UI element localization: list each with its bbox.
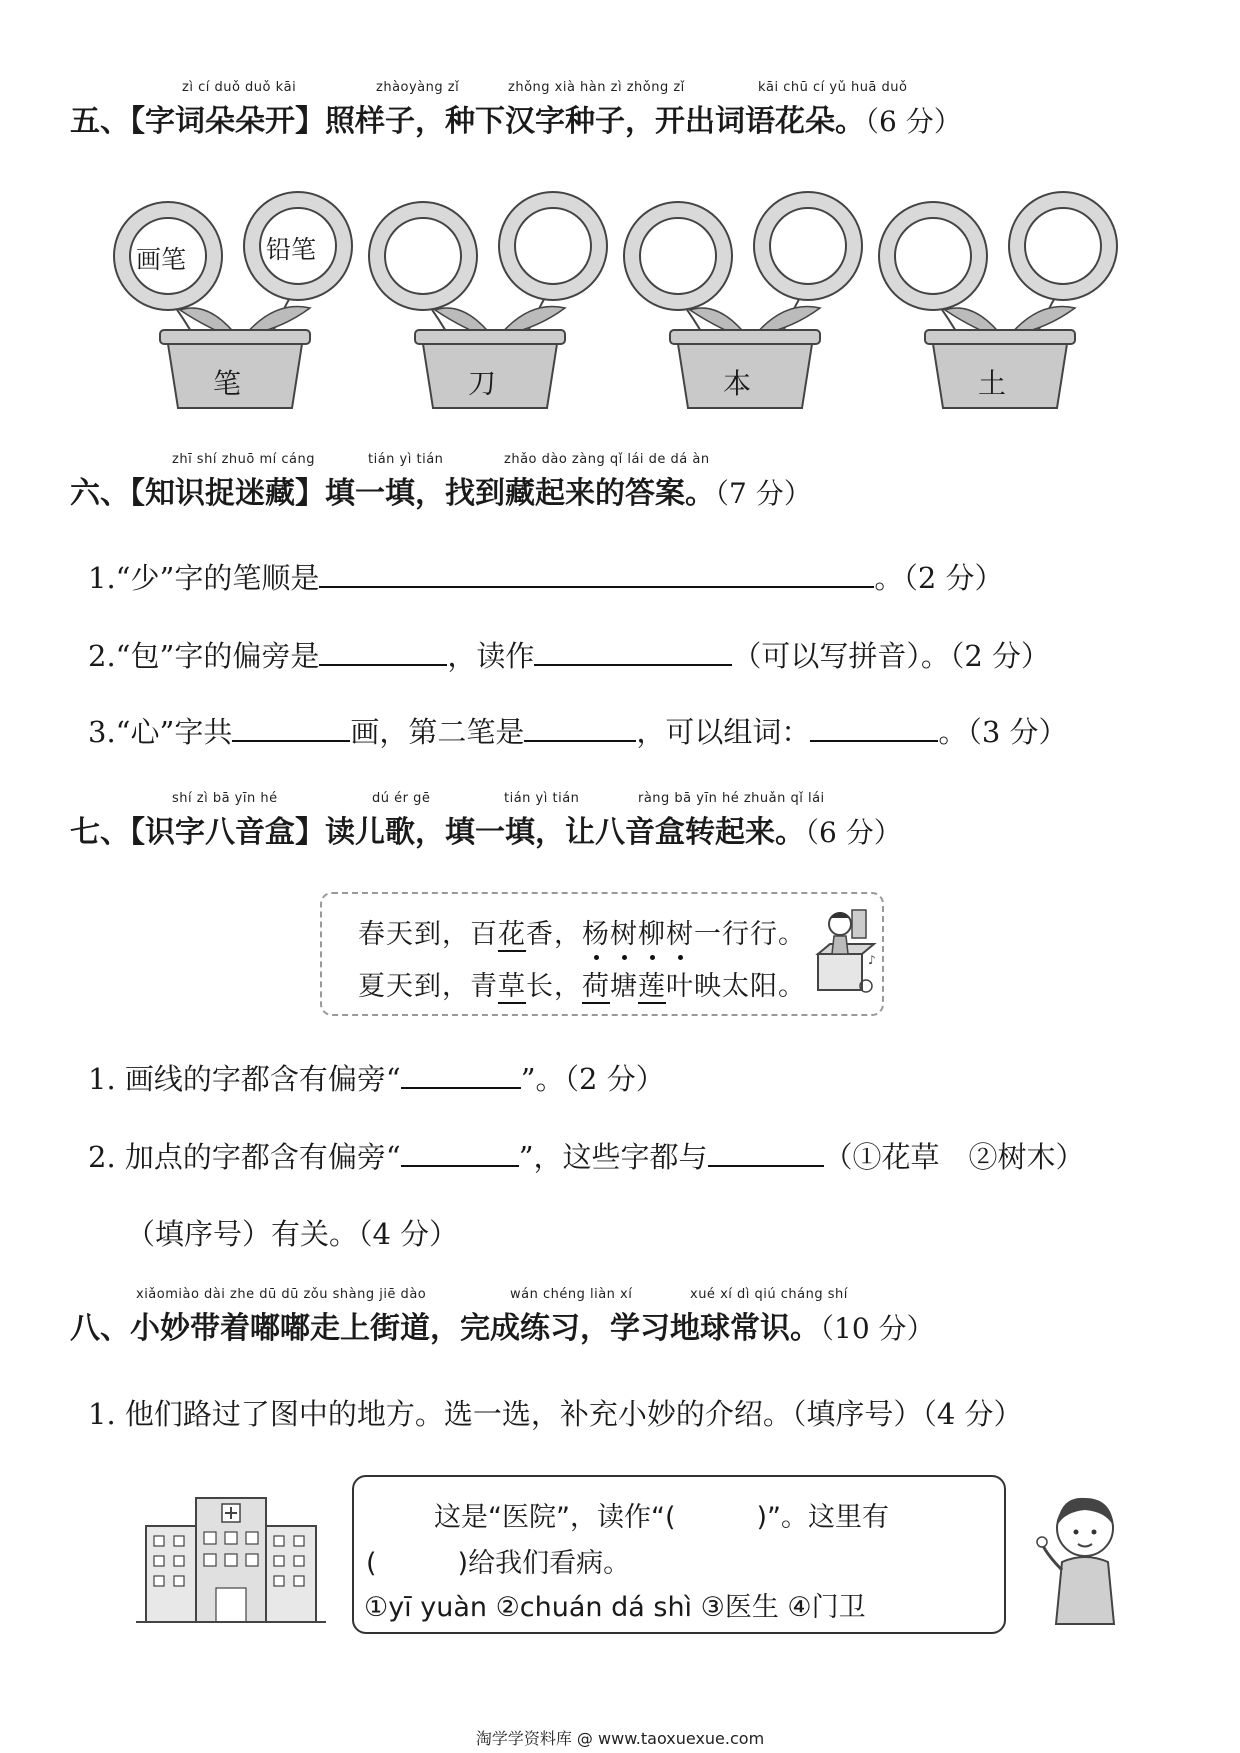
poem-text: 春天到，百 (358, 919, 498, 950)
pot-seed-char: 土 (978, 367, 1007, 400)
girl-xiaomiao-illustration (1030, 1486, 1140, 1636)
pinyin-annotation: shí zì bā yīn hé (172, 791, 278, 806)
score: （6 分） (805, 816, 902, 849)
pinyin-annotation: xué xí dì qiú cháng shí (690, 1287, 848, 1302)
answer-blank[interactable] (401, 1135, 519, 1167)
underlined-char: 草 (498, 971, 526, 1002)
poem-line-1 (358, 912, 806, 951)
section-heading (70, 96, 962, 140)
question-text: ，读作 (447, 639, 535, 673)
section-5 (0, 0, 1240, 420)
answer-blank[interactable] (232, 710, 350, 742)
section-number: 八、 (70, 1311, 130, 1346)
section-heading (70, 1303, 935, 1347)
answer-blank[interactable] (524, 710, 636, 742)
question-6-2 (88, 634, 1050, 675)
question-text: （可以写拼音）。（2 分） (732, 639, 1051, 673)
pinyin-annotation: tián yì tián (504, 791, 580, 806)
question-text: ，可以组词： (636, 715, 811, 749)
section-title: 小妙带着嘟嘟走上街道，完成练习，学习地球常识。 (130, 1311, 820, 1346)
bracket-title: 【识字八音盒】 (130, 815, 325, 850)
pinyin-annotation: tián yì tián (368, 452, 444, 467)
question-text: ”。（2 分） (520, 1062, 665, 1096)
poem-line-2 (358, 964, 806, 1003)
question-text: 2. 加点的字都含有偏旁“ (88, 1140, 401, 1174)
underlined-char: 花 (498, 919, 526, 950)
section-number: 六、 (70, 476, 130, 511)
dotted-char: 杨 (582, 919, 610, 950)
speech-bubble (352, 1475, 1006, 1634)
answer-blank[interactable] (401, 1057, 521, 1089)
bubble-text: 这是“医院”，读作“( )”。这里有 (434, 1502, 890, 1533)
section-heading (70, 807, 902, 851)
question-text: 1.“少”字的笔顺是 (88, 561, 320, 595)
poem-text: 叶映太阳。 (666, 971, 806, 1002)
pinyin-annotation: xiǎomiào dài zhe dū dū zǒu shàng jiē dào (136, 1287, 427, 1302)
pinyin-annotation: kāi chū cí yǔ huā duǒ (758, 80, 908, 95)
answer-options: ①yī yuàn ②chuán dá shì ③医生 ④门卫 (364, 1592, 866, 1623)
bubble-text: ( )给我们看病。 (366, 1548, 631, 1579)
dotted-char: 树 (666, 919, 694, 950)
flower-word: 画笔 (136, 245, 187, 274)
question-text: 画，第二笔是 (350, 715, 525, 749)
pinyin-annotation: zì cí duǒ duǒ kāi (182, 80, 297, 95)
question-text: 。（2 分） (874, 561, 1004, 595)
pinyin-annotation: dú ér gē (372, 791, 431, 806)
question-7-2-cont: （填序号）有关。（4 分） (126, 1217, 459, 1251)
question-6-1 (88, 556, 1004, 597)
poem-box (320, 892, 884, 1016)
poem-text: 塘 (610, 971, 638, 1002)
svg-text:♪: ♪ (868, 953, 876, 967)
underlined-char: 荷 (582, 971, 610, 1002)
section-number: 五、 (70, 104, 130, 139)
question-7-2 (88, 1135, 1085, 1176)
bracket-title: 【知识捉迷藏】 (130, 476, 325, 511)
question-8-1: 1. 他们路过了图中的地方。选一选，补充小妙的介绍。（填序号）（4 分） (88, 1397, 1023, 1431)
dotted-char: 柳 (638, 919, 666, 950)
poem-text: 夏天到，青 (358, 971, 498, 1002)
question-7-1 (88, 1057, 665, 1098)
score: （7 分） (715, 477, 812, 510)
flower-word: 铅笔 (266, 235, 317, 264)
section-heading (70, 468, 812, 512)
hospital-illustration (136, 1488, 326, 1628)
pot-seed-char: 笔 (213, 367, 242, 400)
dotted-char: 树 (610, 919, 638, 950)
pinyin-annotation: ràng bā yīn hé zhuǎn qǐ lái (638, 791, 825, 806)
music-box-illustration (804, 902, 880, 1002)
bracket-title: 【字词朵朵开】 (130, 104, 325, 139)
question-text: 。（3 分） (938, 715, 1068, 749)
pot-seed-char: 刀 (468, 367, 497, 400)
pinyin-annotation: wán chéng liàn xí (510, 1287, 633, 1302)
poem-text: 长， (526, 971, 582, 1002)
poem-text: 香， (526, 919, 582, 950)
score: （6 分） (865, 105, 962, 138)
pinyin-annotation: zhǒng xià hàn zì zhǒng zǐ (508, 80, 685, 95)
answer-blank[interactable] (810, 710, 938, 742)
question-text: 2.“包”字的偏旁是 (88, 639, 320, 673)
question-text: ”，这些字都与 (518, 1140, 708, 1174)
pinyin-annotation: zhàoyàng zǐ (376, 80, 460, 95)
instruction: 照样子，种下汉字种子，开出词语花朵。 (325, 104, 865, 139)
instruction: 填一填，找到藏起来的答案。 (325, 476, 715, 511)
answer-blank[interactable] (534, 634, 732, 666)
pinyin-annotation: zhī shí zhuō mí cáng (172, 452, 315, 467)
instruction: 读儿歌，填一填，让八音盒转起来。 (325, 815, 805, 850)
answer-blank[interactable] (319, 556, 874, 588)
question-6-3 (88, 710, 1068, 751)
answer-blank[interactable] (319, 634, 447, 666)
score: （10 分） (820, 1312, 935, 1345)
footer-watermark: 淘学学资料库 @ www.taoxuexue.com (475, 1729, 765, 1748)
pot-seed-char: 本 (723, 367, 752, 400)
answer-blank[interactable] (708, 1135, 824, 1167)
poem-text: 一行行。 (694, 919, 806, 950)
question-text: 1. 画线的字都含有偏旁“ (88, 1062, 401, 1096)
section-number: 七、 (70, 815, 130, 850)
question-text: 3.“心”字共 (88, 715, 233, 749)
underlined-char: 莲 (638, 971, 666, 1002)
question-text: （①花草 ②树木） (823, 1140, 1085, 1174)
pinyin-annotation: zhǎo dào zàng qǐ lái de dá àn (504, 452, 710, 467)
